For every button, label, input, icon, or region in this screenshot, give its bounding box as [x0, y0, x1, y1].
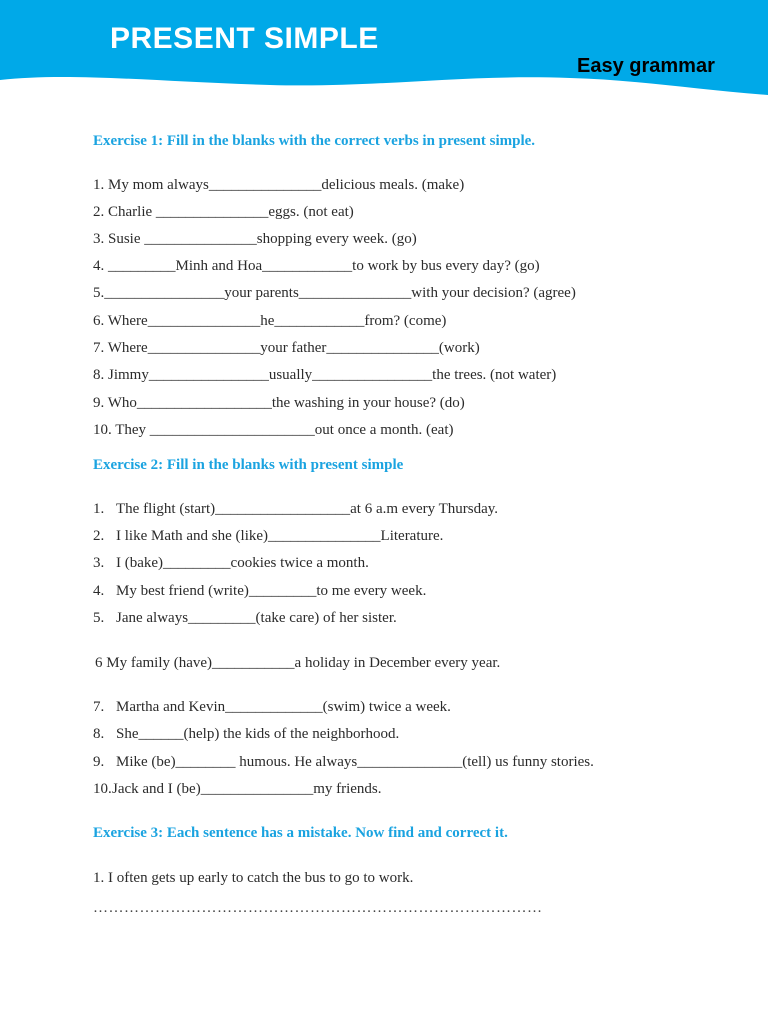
exercise-2-item: The flight (start)__________________at 6 a.m every Thursday. — [116, 501, 499, 517]
page-title: PRESENT SIMPLE — [110, 22, 379, 55]
exercise-2-item: I (bake)_________cookies twice a month. — [116, 555, 369, 571]
exercise-1-item: 5.________________your parents_______________with your decision? (agree) — [93, 285, 576, 301]
exercise-3-item: 1. I often gets up early to catch the bus to go to work. — [93, 870, 414, 886]
exercise-2-number: 5. — [93, 610, 105, 626]
exercise-1-item: 4. _________Minh and Hoa____________to work by bus every day? (go) — [93, 258, 540, 274]
exercise-2-number: 9. — [93, 754, 105, 770]
exercise-1-item: 6. Where_______________he____________from? (come) — [93, 313, 447, 329]
exercise-2-number: 1. — [93, 501, 105, 517]
exercise-2-item: Jack and I (be)_______________my friends. — [112, 781, 382, 797]
exercise-2-number: 7. — [93, 699, 105, 715]
page-subtitle: Easy grammar — [577, 55, 715, 77]
exercise-2-item: 6 My family (have)___________a holiday in December every year. — [95, 655, 501, 671]
exercise-1-item: 10. They ______________________out once a month. (eat) — [93, 422, 454, 438]
exercise-2-item: I like Math and she (like)_______________Literature. — [116, 528, 444, 544]
exercise-2-item: Martha and Kevin_____________(swim) twice a week. — [116, 699, 451, 715]
header-banner — [0, 0, 768, 100]
exercise-1-heading: Exercise 1: Fill in the blanks with the correct verbs in present simple. — [93, 133, 536, 149]
exercise-2-number: 3. — [93, 555, 105, 571]
exercise-2-item: Jane always_________(take care) of her sister. — [116, 610, 397, 626]
exercise-2-item: Mike (be)________ humous. He always______________(tell) us funny stories. — [116, 754, 594, 770]
exercise-2-number: 2. — [93, 528, 105, 544]
exercise-2-item: My best friend (write)_________to me every week. — [116, 583, 427, 599]
exercise-2-number: 4. — [93, 583, 105, 599]
exercise-1-item: 8. Jimmy________________usually________________the trees. (not water) — [93, 367, 557, 383]
answer-line[interactable]: …………………………………………………………………………… — [93, 900, 543, 916]
exercise-1-item: 1. My mom always_______________delicious meals. (make) — [93, 177, 465, 193]
exercise-1-item: 2. Charlie _______________eggs. (not eat) — [93, 204, 354, 220]
exercise-2-item: She______(help) the kids of the neighborhood. — [116, 726, 400, 742]
exercise-2-number: 10. — [93, 781, 112, 797]
exercise-1-item: 9. Who__________________the washing in your house? (do) — [93, 395, 465, 411]
exercise-1-item: 7. Where_______________your father_______________(work) — [93, 340, 480, 356]
exercise-2-heading: Exercise 2: Fill in the blanks with present simple — [93, 457, 404, 473]
exercise-3-heading: Exercise 3: Each sentence has a mistake. Now find and correct it. — [93, 825, 508, 841]
exercise-1-item: 3. Susie _______________shopping every week. (go) — [93, 231, 417, 247]
exercise-2-number: 8. — [93, 726, 105, 742]
